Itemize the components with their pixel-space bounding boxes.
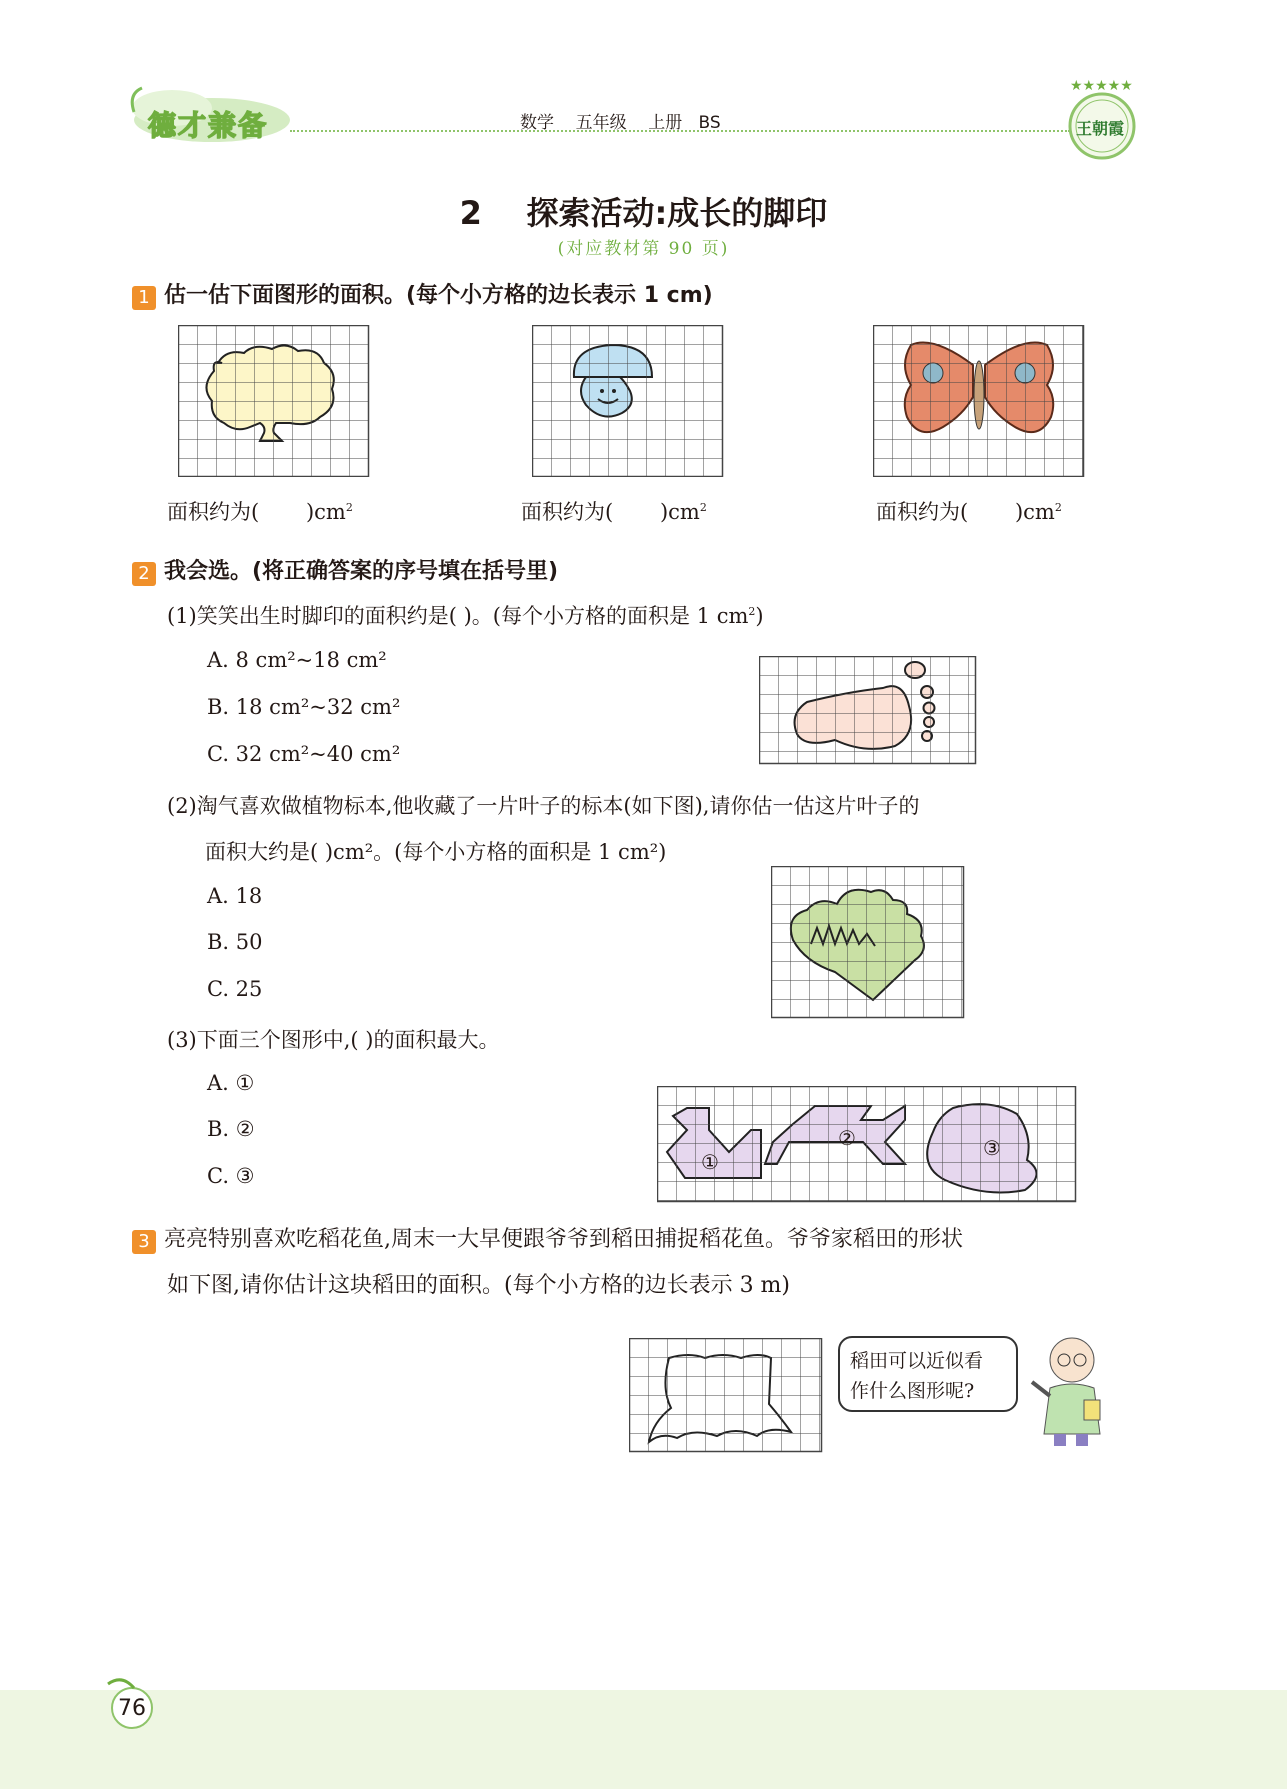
sub3-option-a[interactable]: A. ① [207, 1071, 255, 1095]
brand-logo [112, 82, 292, 144]
answer-3-prefix: 面积约为( [876, 500, 969, 524]
question-1-badge: 1 [132, 286, 156, 310]
bubble-line-1: 稻田可以近似看 [850, 1350, 984, 1372]
sub1-stem-end: ) [755, 604, 764, 628]
seal-text: 王朝霞 [1076, 119, 1125, 138]
sub3-option-b[interactable]: B. ② [207, 1117, 255, 1141]
sub1-stem: (1)笑笑出生时脚印的面积约是( )。(每个小方格的面积是 1 $cm^2$) [167, 604, 764, 628]
sub1-option-b[interactable]: B. 18 cm²~32 cm² [207, 695, 401, 719]
answer-3[interactable] [876, 496, 1062, 526]
question-3-badge: 3 [132, 1230, 156, 1254]
speech-bubble [838, 1336, 1018, 1412]
answer-2-prefix: 面积约为( [521, 500, 614, 524]
mushroom-grid [532, 325, 727, 477]
title-reference: (对应教材第 90 页) [557, 239, 730, 259]
question-2-text: 我会选。(将正确答案的序号填在括号里) [164, 559, 559, 584]
header-volume: 上册 [648, 113, 683, 133]
page-number: 76 [118, 1696, 146, 1721]
title-number: 2 [459, 194, 482, 232]
answer-1[interactable] [167, 496, 353, 526]
answer-1-unit: )cm [305, 500, 346, 524]
brand-text: 德才兼备 [148, 109, 269, 142]
answer-1-sup: 2 [345, 501, 353, 514]
title-text: 探索活动:成长的脚印 [526, 194, 828, 232]
sub2-stem-line1: (2)淘气喜欢做植物标本,他收藏了一片叶子的标本(如下图),请你估一估这片叶子的 [167, 794, 920, 818]
svg-text:★★★★★: ★★★★★ [1070, 78, 1133, 94]
butterfly-grid [873, 325, 1088, 477]
answer-2-unit: )cm [659, 500, 700, 524]
page-title [0, 188, 1287, 234]
answer-3-unit: )cm [1014, 500, 1055, 524]
sub2-stem-line2: 面积大约是( )cm²。(每个小方格的面积是 1 cm²) [205, 840, 667, 864]
tree-grid [178, 325, 373, 477]
header-info [520, 108, 721, 133]
sub1-stem-text: (1)笑笑出生时脚印的面积约是( )。(每个小方格的面积是 1 cm [167, 604, 749, 628]
sub2-option-b[interactable]: B. 50 [207, 930, 263, 954]
header-subject: 数学 [520, 113, 554, 133]
question-1-text: 估一估下面图形的面积。(每个小方格的边长表示 1 cm) [164, 283, 713, 308]
question-1 [132, 278, 713, 310]
sub3-option-c[interactable]: C. ③ [207, 1164, 255, 1188]
author-seal [1062, 76, 1142, 166]
shape-label-2: ② [838, 1126, 856, 1150]
rice-field-grid [629, 1338, 824, 1454]
answer-2-sup: 2 [699, 501, 707, 514]
question-3 [132, 1222, 963, 1254]
leaf-grid [771, 866, 966, 1020]
question-2-badge: 2 [132, 562, 156, 586]
sub1-option-a[interactable]: A. 8 cm²~18 cm² [207, 648, 387, 672]
sub1-option-c[interactable]: C. 32 cm²~40 cm² [207, 742, 401, 766]
question-3-line2: 如下图,请你估计这块稻田的面积。(每个小方格的边长表示 3 m) [167, 1273, 791, 1298]
three-shapes-grid [657, 1086, 1079, 1204]
sub3-stem: (3)下面三个图形中,( )的面积最大。 [167, 1028, 500, 1052]
sub2-option-a[interactable]: A. 18 [207, 884, 263, 908]
page-number-badge [98, 1674, 164, 1730]
answer-2[interactable] [521, 496, 707, 526]
sub2-option-c[interactable]: C. 25 [207, 977, 263, 1001]
question-2 [132, 554, 558, 586]
header-grade: 五年级 [575, 113, 627, 133]
header-edition: BS [698, 113, 721, 133]
shape-label-3: ③ [983, 1136, 1001, 1160]
footprint-grid [759, 656, 979, 766]
footer-band [0, 1690, 1287, 1789]
answer-3-sup: 2 [1054, 501, 1062, 514]
bubble-line-2: 作什么图形呢? [850, 1380, 975, 1402]
answer-1-prefix: 面积约为( [167, 500, 260, 524]
grandpa-illustration [1024, 1330, 1114, 1450]
question-3-line1: 亮亮特别喜欢吃稻花鱼,周末一大早便跟爷爷到稻田捕捉稻花鱼。爷爷家稻田的形状 [164, 1227, 963, 1252]
shape-label-1: ① [701, 1150, 719, 1174]
